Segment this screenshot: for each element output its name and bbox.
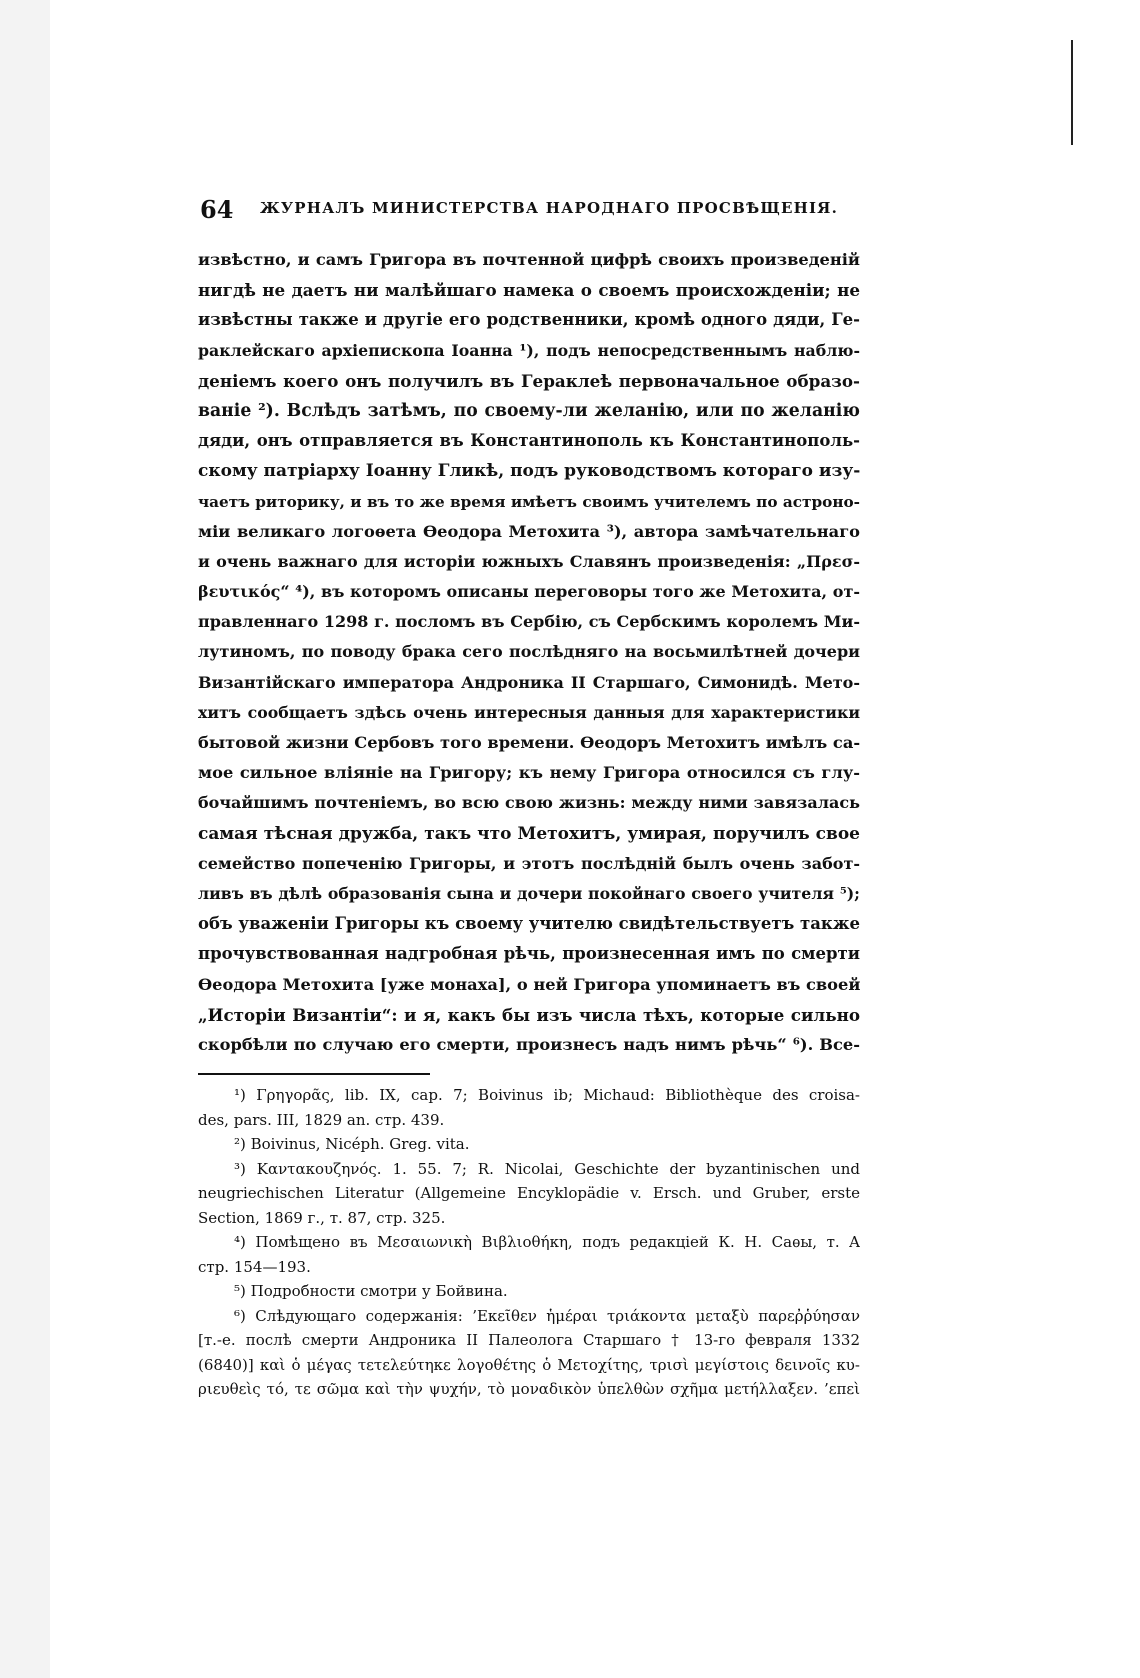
body-line: Византійскаго императора Андроника II Старшаго, Симонидѣ. Мето- <box>198 672 860 692</box>
page-header <box>200 195 860 225</box>
body-line: и очень важнаго для исторіи южныхъ Славянъ произведенія: „Πρεσ- <box>198 551 860 571</box>
running-title: ЖУРНАЛЪ МИНИСТЕРСТВА НАРОДНАГО ПРОСВѢЩЕНІЯ. <box>260 199 839 217</box>
footnote-line: ⁴) Помѣщено въ Μεσαιωνικὴ Βιβλιοθήκη, подъ редакціей К. Н. Саѳы, т. Α <box>234 1233 860 1251</box>
footnote-line: ³) Καντακουζηνός. 1. 55. 7; R. Nicolai, Geschichte der byzantinischen und <box>234 1159 860 1178</box>
body-line: самая тѣсная дружба, такъ что Метохитъ, умирая, поручилъ свое <box>198 823 860 844</box>
footnote-line: neugriechischen Literatur (Allgemeine Encyklopädie v. Ersch. und Gruber, erste <box>198 1184 860 1202</box>
footnote-line: ¹) Γρηγορᾶς, lib. IX, cap. 7; Boivinus ib; Michaud: Bibliothèque des croisa- <box>234 1086 860 1104</box>
body-line: извѣстно, и самъ Григора въ почтенной цифрѣ своихъ произведеній <box>198 250 860 269</box>
body-text <box>198 245 860 1060</box>
body-line: скому патріарху Іоанну Гликѣ, подъ руководствомъ котораго изу- <box>198 461 860 482</box>
body-line: дяди, онъ отправляется въ Константинополь къ Константинополь- <box>198 431 860 451</box>
body-line: міи великаго логоѳета Ѳеодора Метохита ³), автора замѣчательнаго <box>198 521 860 541</box>
footnotes <box>198 1083 860 1402</box>
footnote-line: ²) Boivinus, Nicéph. Greg. vita. <box>234 1135 470 1153</box>
scan-artifact-line <box>1071 40 1073 145</box>
body-line: ваніе ²). Вслѣдъ затѣмъ, по своему-ли желанію, или по желанію <box>198 400 860 421</box>
footnote-line: Section, 1869 г., т. 87, стр. 325. <box>198 1208 446 1227</box>
body-line: деніемъ коего онъ получилъ въ Гераклеѣ первоначальное образо- <box>198 370 860 391</box>
body-line: нигдѣ не даетъ ни малѣйшаго намека о своемъ происхожденіи; не <box>198 280 860 301</box>
body-line: βευτικός“ ⁴), въ которомъ описаны переговоры того же Метохита, от- <box>198 582 860 602</box>
body-line: прочувствованная надгробная рѣчь, произнесенная имъ по смерти <box>198 944 860 964</box>
body-line: чаетъ риторику, и въ то же время имѣетъ своимъ учителемъ по астроно- <box>198 492 860 511</box>
body-line: хитъ сообщаетъ здѣсь очень интересныя данныя для характеристики <box>198 702 860 722</box>
body-line: правленнаго 1298 г. посломъ въ Сербію, съ Сербскимъ королемъ Ми- <box>198 612 860 632</box>
body-line: „Исторіи Византіи“: и я, какъ бы изъ числа тѣхъ, которые сильно <box>198 1004 860 1025</box>
scan-margin-shadow <box>0 0 50 1678</box>
body-line: семейство попеченію Григоры, и этотъ послѣдній былъ очень забот- <box>198 853 860 873</box>
footnote-separator <box>198 1073 430 1075</box>
footnote-line: стр. 154—193. <box>198 1257 311 1276</box>
body-line: мое сильное вліяніе на Григору; къ нему Григора относился съ глу- <box>198 763 860 783</box>
footnote-line: ⁶) Слѣдующаго содержанія: ’Εκεῖθεν ἡμέραι τριάκοντα μεταξὺ παρεῤῥύησαν <box>234 1306 860 1325</box>
footnote-line: (6840)] καὶ ὁ μέγας τετελεύτηκε λογοθέτης ὁ Μετοχίτης, τρισὶ μεγίστοις δεινοῖς κυ- <box>198 1355 860 1374</box>
footnote-line: [т.-е. послѣ смерти Андроника II Палеолога Старшаго † 13-го февраля 1332 <box>198 1331 860 1349</box>
body-line: извѣстны также и другіе его родственники, кромѣ одного дяди, Ге- <box>198 310 860 330</box>
footnote-line: des, pars. III, 1829 an. стр. 439. <box>198 1110 445 1129</box>
body-line: объ уваженіи Григоры къ своему учителю свидѣтельствуетъ также <box>198 914 860 934</box>
page-number: 64 <box>200 195 234 224</box>
body-line: бочайшимъ почтеніемъ, во всю свою жизнь: между ними завязалась <box>198 793 860 813</box>
body-line: ливъ въ дѣлѣ образованія сына и дочери покойнаго своего учителя ⁵); <box>198 883 860 903</box>
footnote-line: ⁵) Подробности смотри у Бойвина. <box>234 1282 508 1300</box>
body-line: Ѳеодора Метохита [уже монаха], о ней Григора упоминаетъ въ своей <box>198 974 860 994</box>
body-line: лутиномъ, по поводу брака сего послѣдняго на восьмилѣтней дочери <box>198 642 860 662</box>
footnote-line: ριευθεὶς τό, τε σῶμα καὶ τὴν ψυχήν, τὸ μοναδικὸν ὑπελθὼν σχῆμα μετήλλαξεν. ’επεὶ <box>198 1380 860 1398</box>
body-line: раклейскаго архіепископа Іоанна ¹), подъ непосредственнымъ наблю- <box>198 340 860 360</box>
body-line: бытовой жизни Сербовъ того времени. Ѳеодоръ Метохитъ имѣлъ са- <box>198 733 860 752</box>
body-line: скорбѣли по случаю его смерти, произнесъ надъ нимъ рѣчь“ ⁶). Все- <box>198 1034 860 1054</box>
